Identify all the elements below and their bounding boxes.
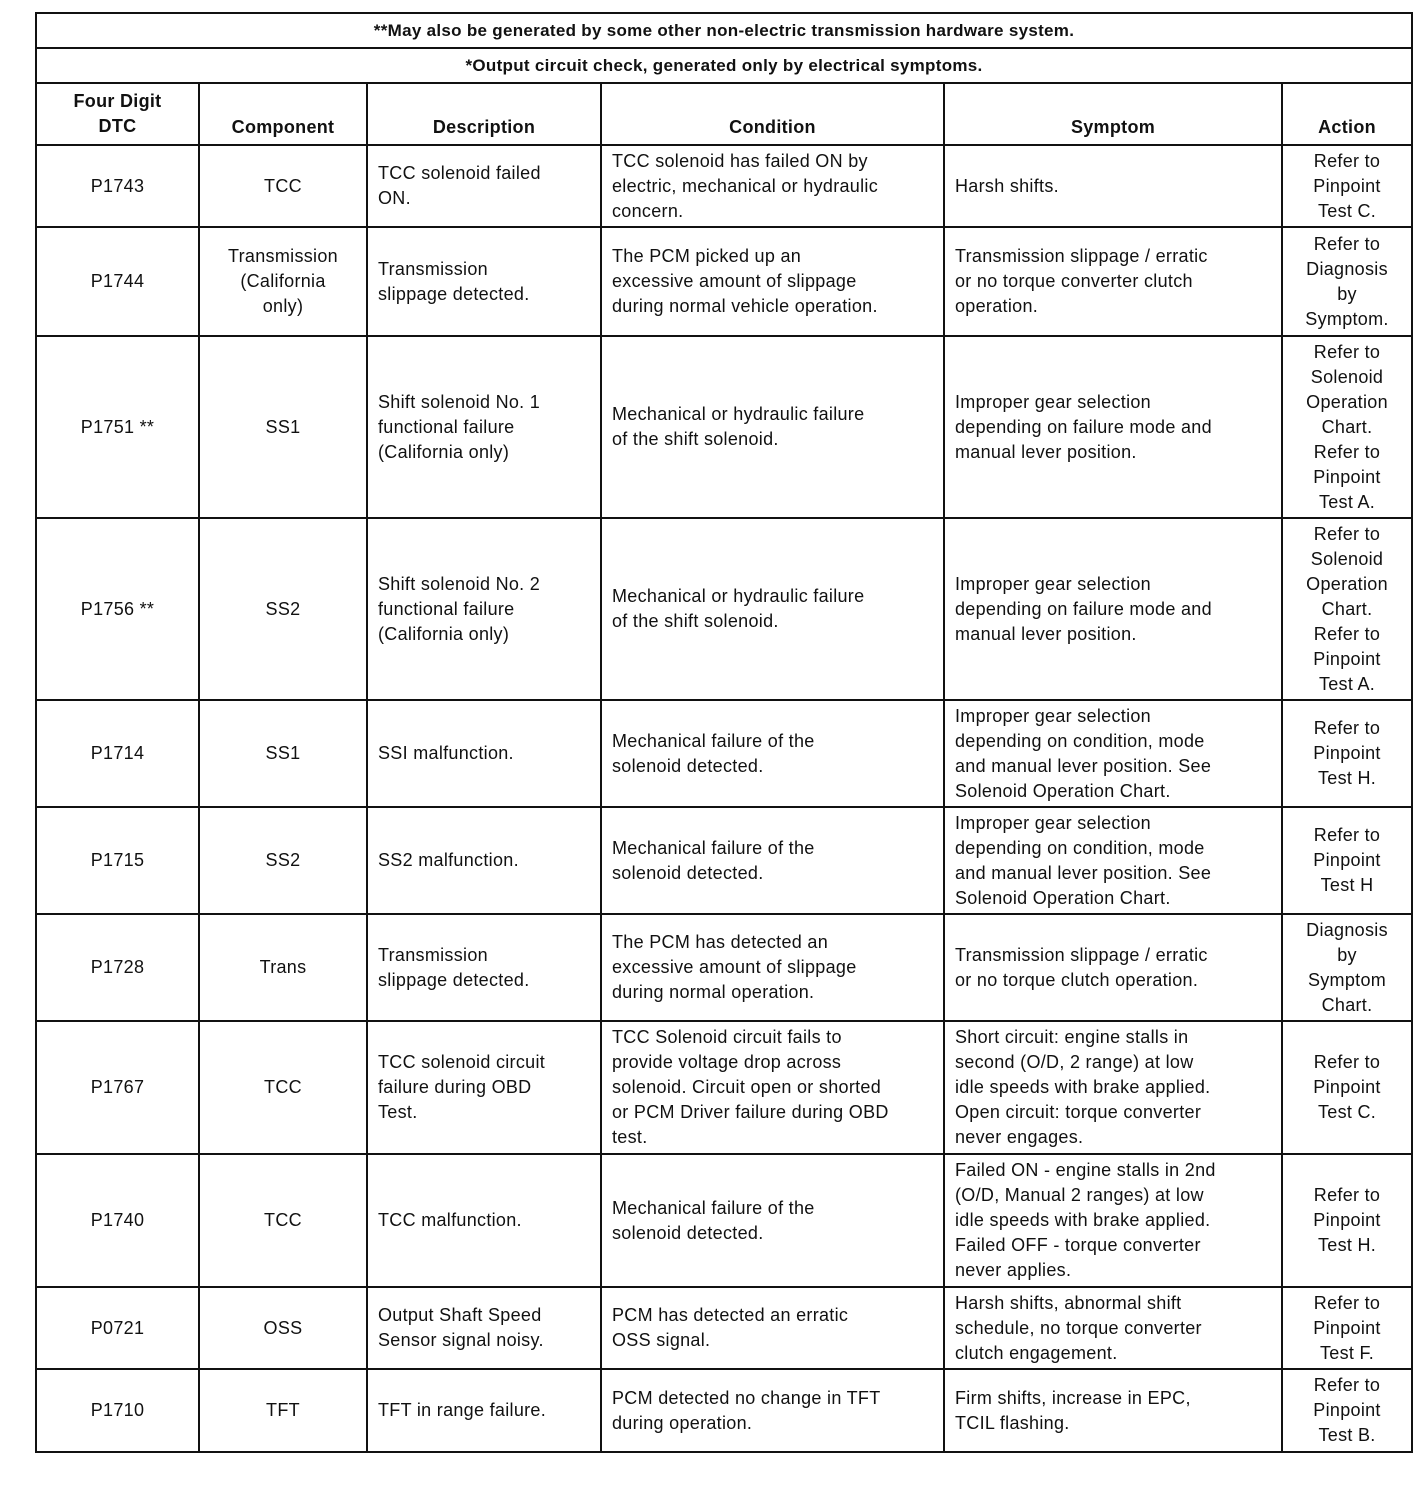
footnote-double-asterisk: **May also be generated by some other non-electric transmission hardware system. [36,13,1412,48]
cell-action: Refer to Pinpoint Test H [1282,807,1412,914]
cell-condition: Mechanical or hydraulic failure of the shift solenoid. [601,518,944,700]
cell-dtc: P1756 ** [36,518,199,700]
cell-condition: TCC solenoid has failed ON by electric, mechanical or hydraulic concern. [601,145,944,227]
cell-action: Refer to Pinpoint Test C. [1282,1021,1412,1154]
cell-dtc: P1767 [36,1021,199,1154]
table-row [36,807,1412,914]
table-row [36,145,1412,227]
cell-condition: PCM detected no change in TFT during operation. [601,1369,944,1452]
table-row [36,1287,1412,1369]
cell-action: Refer to Pinpoint Test H. [1282,700,1412,807]
table-row [36,336,1412,518]
cell-condition: Mechanical failure of the solenoid detected. [601,1154,944,1287]
cell-component: TCC [199,145,367,227]
header-component: Component [199,83,367,145]
cell-symptom: Improper gear selection depending on condition, mode and manual lever position. See Solenoid Operation Chart. [944,807,1282,914]
header-row [36,83,1412,145]
cell-description: Transmission slippage detected. [367,914,601,1021]
cell-action: Refer to Pinpoint Test F. [1282,1287,1412,1369]
cell-action: Refer to Pinpoint Test H. [1282,1154,1412,1287]
header-condition: Condition [601,83,944,145]
cell-symptom: Harsh shifts. [944,145,1282,227]
cell-symptom: Improper gear selection depending on failure mode and manual lever position. [944,518,1282,700]
cell-dtc: P1751 ** [36,336,199,518]
table-row [36,227,1412,336]
cell-description: SS2 malfunction. [367,807,601,914]
cell-action: Refer to Pinpoint Test C. [1282,145,1412,227]
cell-symptom: Harsh shifts, abnormal shift schedule, no torque converter clutch engagement. [944,1287,1282,1369]
cell-description: TFT in range failure. [367,1369,601,1452]
cell-condition: Mechanical failure of the solenoid detected. [601,700,944,807]
cell-component: SS2 [199,807,367,914]
cell-component: SS2 [199,518,367,700]
cell-symptom: Firm shifts, increase in EPC, TCIL flashing. [944,1369,1282,1452]
cell-condition: The PCM picked up an excessive amount of slippage during normal vehicle operation. [601,227,944,336]
footnote-single-asterisk: *Output circuit check, generated only by electrical symptoms. [36,48,1412,83]
cell-component: SS1 [199,336,367,518]
table-row [36,914,1412,1021]
cell-dtc: P0721 [36,1287,199,1369]
table-row [36,1154,1412,1287]
cell-dtc: P1710 [36,1369,199,1452]
cell-component: TFT [199,1369,367,1452]
cell-symptom: Failed ON - engine stalls in 2nd (O/D, Manual 2 ranges) at low idle speeds with brake applied. Failed OFF - torque converter never applies. [944,1154,1282,1287]
header-description: Description [367,83,601,145]
header-action: Action [1282,83,1412,145]
header-symptom: Symptom [944,83,1282,145]
cell-condition: Mechanical or hydraulic failure of the shift solenoid. [601,336,944,518]
cell-description: Output Shaft Speed Sensor signal noisy. [367,1287,601,1369]
cell-condition: The PCM has detected an excessive amount of slippage during normal operation. [601,914,944,1021]
cell-symptom: Transmission slippage / erratic or no torque clutch operation. [944,914,1282,1021]
cell-dtc: P1740 [36,1154,199,1287]
cell-dtc: P1744 [36,227,199,336]
cell-description: Transmission slippage detected. [367,227,601,336]
cell-component: OSS [199,1287,367,1369]
cell-dtc: P1728 [36,914,199,1021]
cell-description: TCC malfunction. [367,1154,601,1287]
cell-component: Transmission (California only) [199,227,367,336]
cell-description: Shift solenoid No. 1 functional failure (California only) [367,336,601,518]
table-row [36,1369,1412,1452]
cell-action: Refer to Solenoid Operation Chart. Refer to Pinpoint Test A. [1282,518,1412,700]
cell-action: Refer to Solenoid Operation Chart. Refer to Pinpoint Test A. [1282,336,1412,518]
cell-dtc: P1714 [36,700,199,807]
cell-action: Refer to Diagnosis by Symptom. [1282,227,1412,336]
table-row [36,518,1412,700]
cell-component: TCC [199,1154,367,1287]
cell-description: TCC solenoid failed ON. [367,145,601,227]
cell-component: SS1 [199,700,367,807]
cell-condition: Mechanical failure of the solenoid detected. [601,807,944,914]
cell-symptom: Improper gear selection depending on condition, mode and manual lever position. See Solenoid Operation Chart. [944,700,1282,807]
cell-description: TCC solenoid circuit failure during OBD Test. [367,1021,601,1154]
table-row [36,700,1412,807]
header-dtc: Four Digit DTC [36,83,199,145]
cell-description: Shift solenoid No. 2 functional failure (California only) [367,518,601,700]
cell-dtc: P1715 [36,807,199,914]
dtc-table [35,12,1413,1453]
cell-symptom: Short circuit: engine stalls in second (O/D, 2 range) at low idle speeds with brake applied. Open circuit: torque converter never engages. [944,1021,1282,1154]
cell-symptom: Improper gear selection depending on failure mode and manual lever position. [944,336,1282,518]
cell-action: Diagnosis by Symptom Chart. [1282,914,1412,1021]
table-row [36,1021,1412,1154]
cell-component: TCC [199,1021,367,1154]
cell-condition: TCC Solenoid circuit fails to provide voltage drop across solenoid. Circuit open or shorted or PCM Driver failure during OBD test. [601,1021,944,1154]
cell-action: Refer to Pinpoint Test B. [1282,1369,1412,1452]
cell-symptom: Transmission slippage / erratic or no torque converter clutch operation. [944,227,1282,336]
cell-dtc: P1743 [36,145,199,227]
cell-description: SSI malfunction. [367,700,601,807]
cell-component: Trans [199,914,367,1021]
cell-condition: PCM has detected an erratic OSS signal. [601,1287,944,1369]
